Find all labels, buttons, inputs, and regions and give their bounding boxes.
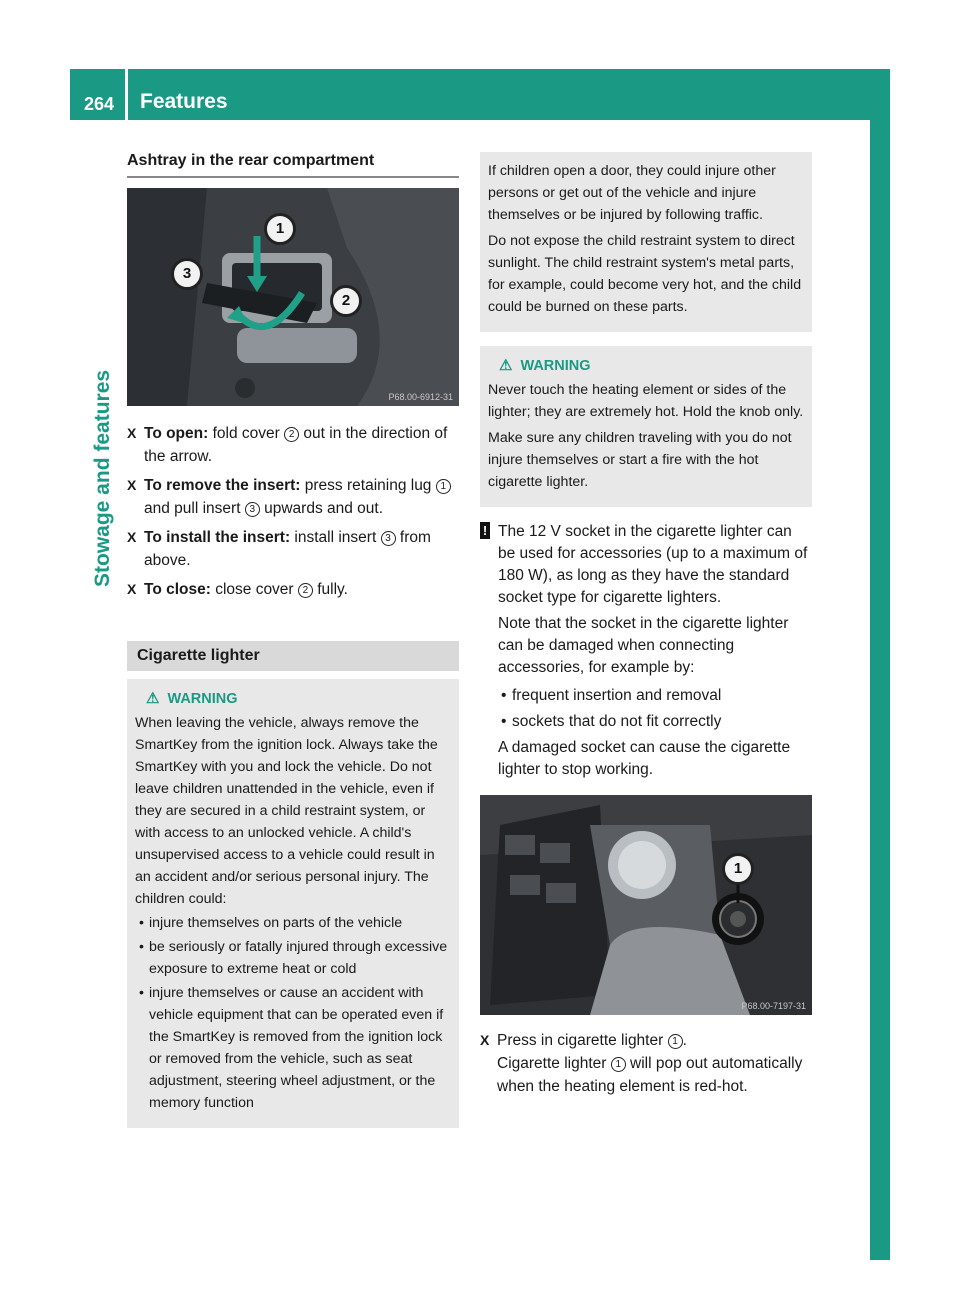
callout-2: 2 [330,285,362,317]
step-close: X To close: close cover 2 fully. [127,578,459,601]
step-arrow-icon: X [127,425,137,441]
side-chapter-label: Stowage and features [91,369,114,587]
list-item: • be seriously or fatally injured through excessive exposure to extreme heat or cold [135,936,451,980]
note-exclamation-icon: ! [480,522,490,539]
warning-box-continued [480,152,812,332]
warning-text: Do not expose the child restraint system to direct sunlight. The child restraint system's metal parts, for example, could become very hot, and the child could be burned on these parts. [488,233,802,315]
warning-box-children [127,679,459,1128]
note-text: Note that the socket in the cigarette lighter can be damaged when connecting accessories, for example by: [498,615,789,676]
left-column [127,152,459,1128]
ref-number: 1 [436,479,451,494]
header-divider [125,69,128,120]
ashtray-photo [127,188,459,406]
ashtray-steps [127,422,459,601]
photo-code: P68.00-6912-31 [388,392,453,402]
lighter-steps [480,1029,812,1098]
warning-title: ⚠ WARNING [135,688,451,710]
list-item: • frequent insertion and removal [498,685,812,707]
warning-text: Never touch the heating element or sides of the lighter; they are extremely hot. Hold the knob only. [488,382,804,420]
note-text: The 12 V socket in the cigarette lighter can be used for accessories (up to a maximum of 180 W), as long as they have the standard socket type for cigarette lighters. [498,523,808,606]
ref-number: 3 [245,502,260,517]
page-number: 264 [84,94,115,114]
list-item: • sockets that do not fit correctly [498,711,812,733]
step-remove-insert: X To remove the insert: press retaining lug 1 and pull insert 3 upwards and out. [127,474,459,520]
warning-title: ⚠ WARNING [488,355,804,377]
callout-3: 3 [171,258,203,290]
side-tab-strip [870,120,890,1260]
warning-triangle-icon: ⚠ [146,690,160,707]
ref-number: 1 [668,1034,683,1049]
warning-box-lighter [480,346,812,507]
step-press-lighter: X Press in cigarette lighter 1 . Cigarette lighter 1 will pop out automatically when the heating element is red-hot. [480,1029,812,1098]
note-text: A damaged socket can cause the cigarette lighter to stop working. [498,739,791,778]
photo-code: P68.00-7197-31 [741,1001,806,1011]
note-bullets [498,685,812,733]
ref-number: 2 [284,427,299,442]
ref-number: 2 [298,583,313,598]
warning-text: If children open a door, they could injure other persons or get out of the vehicle and injure themselves or be injured by following traffic. [488,163,776,223]
lighter-illustration [480,795,812,1015]
list-item: • injure themselves or cause an accident with vehicle equipment that can be operated even if the SmartKey is removed from the ignition lock or removed from the vehicle, such as seat adjustment, steering wheel adjustment, or the memory function [135,982,451,1114]
warning-text: Make sure any children traveling with you do not injure themselves or start a fire with the hot cigarette lighter. [488,430,792,490]
lighter-photo [480,795,812,1015]
ashtray-title: Ashtray in the rear compartment [127,152,459,178]
ref-number: 3 [381,531,396,546]
warning-text: When leaving the vehicle, always remove the SmartKey from the ignition lock. Always take the SmartKey with you and lock the vehicle. Do not leave children unattended in the vehicle, even if they are secured in a child restraint system, or with access to an unlocked vehicle. A child's unsupervised access to a vehicle could result in an accident and/or serious personal injury. The children could: [135,715,438,907]
section-header-title: Features [140,90,228,113]
callout-1: 1 [264,213,296,245]
right-column [480,152,812,1104]
step-open: X To open: fold cover 2 out in the direction of the arrow. [127,422,459,468]
step-arrow-icon: X [480,1032,490,1048]
warning-triangle-icon: ⚠ [499,357,513,374]
ref-number: 1 [611,1057,626,1072]
step-install-insert: X To install the insert: install insert 3 from above. [127,526,459,572]
step-arrow-icon: X [127,581,137,597]
note-block [480,521,812,781]
warning-bullets [135,912,451,1114]
step-arrow-icon: X [127,529,137,545]
callout-1: 1 [722,853,754,885]
cigarette-lighter-heading: Cigarette lighter [127,641,459,671]
list-item: • injure themselves on parts of the vehicle [135,912,451,934]
step-arrow-icon: X [127,477,137,493]
